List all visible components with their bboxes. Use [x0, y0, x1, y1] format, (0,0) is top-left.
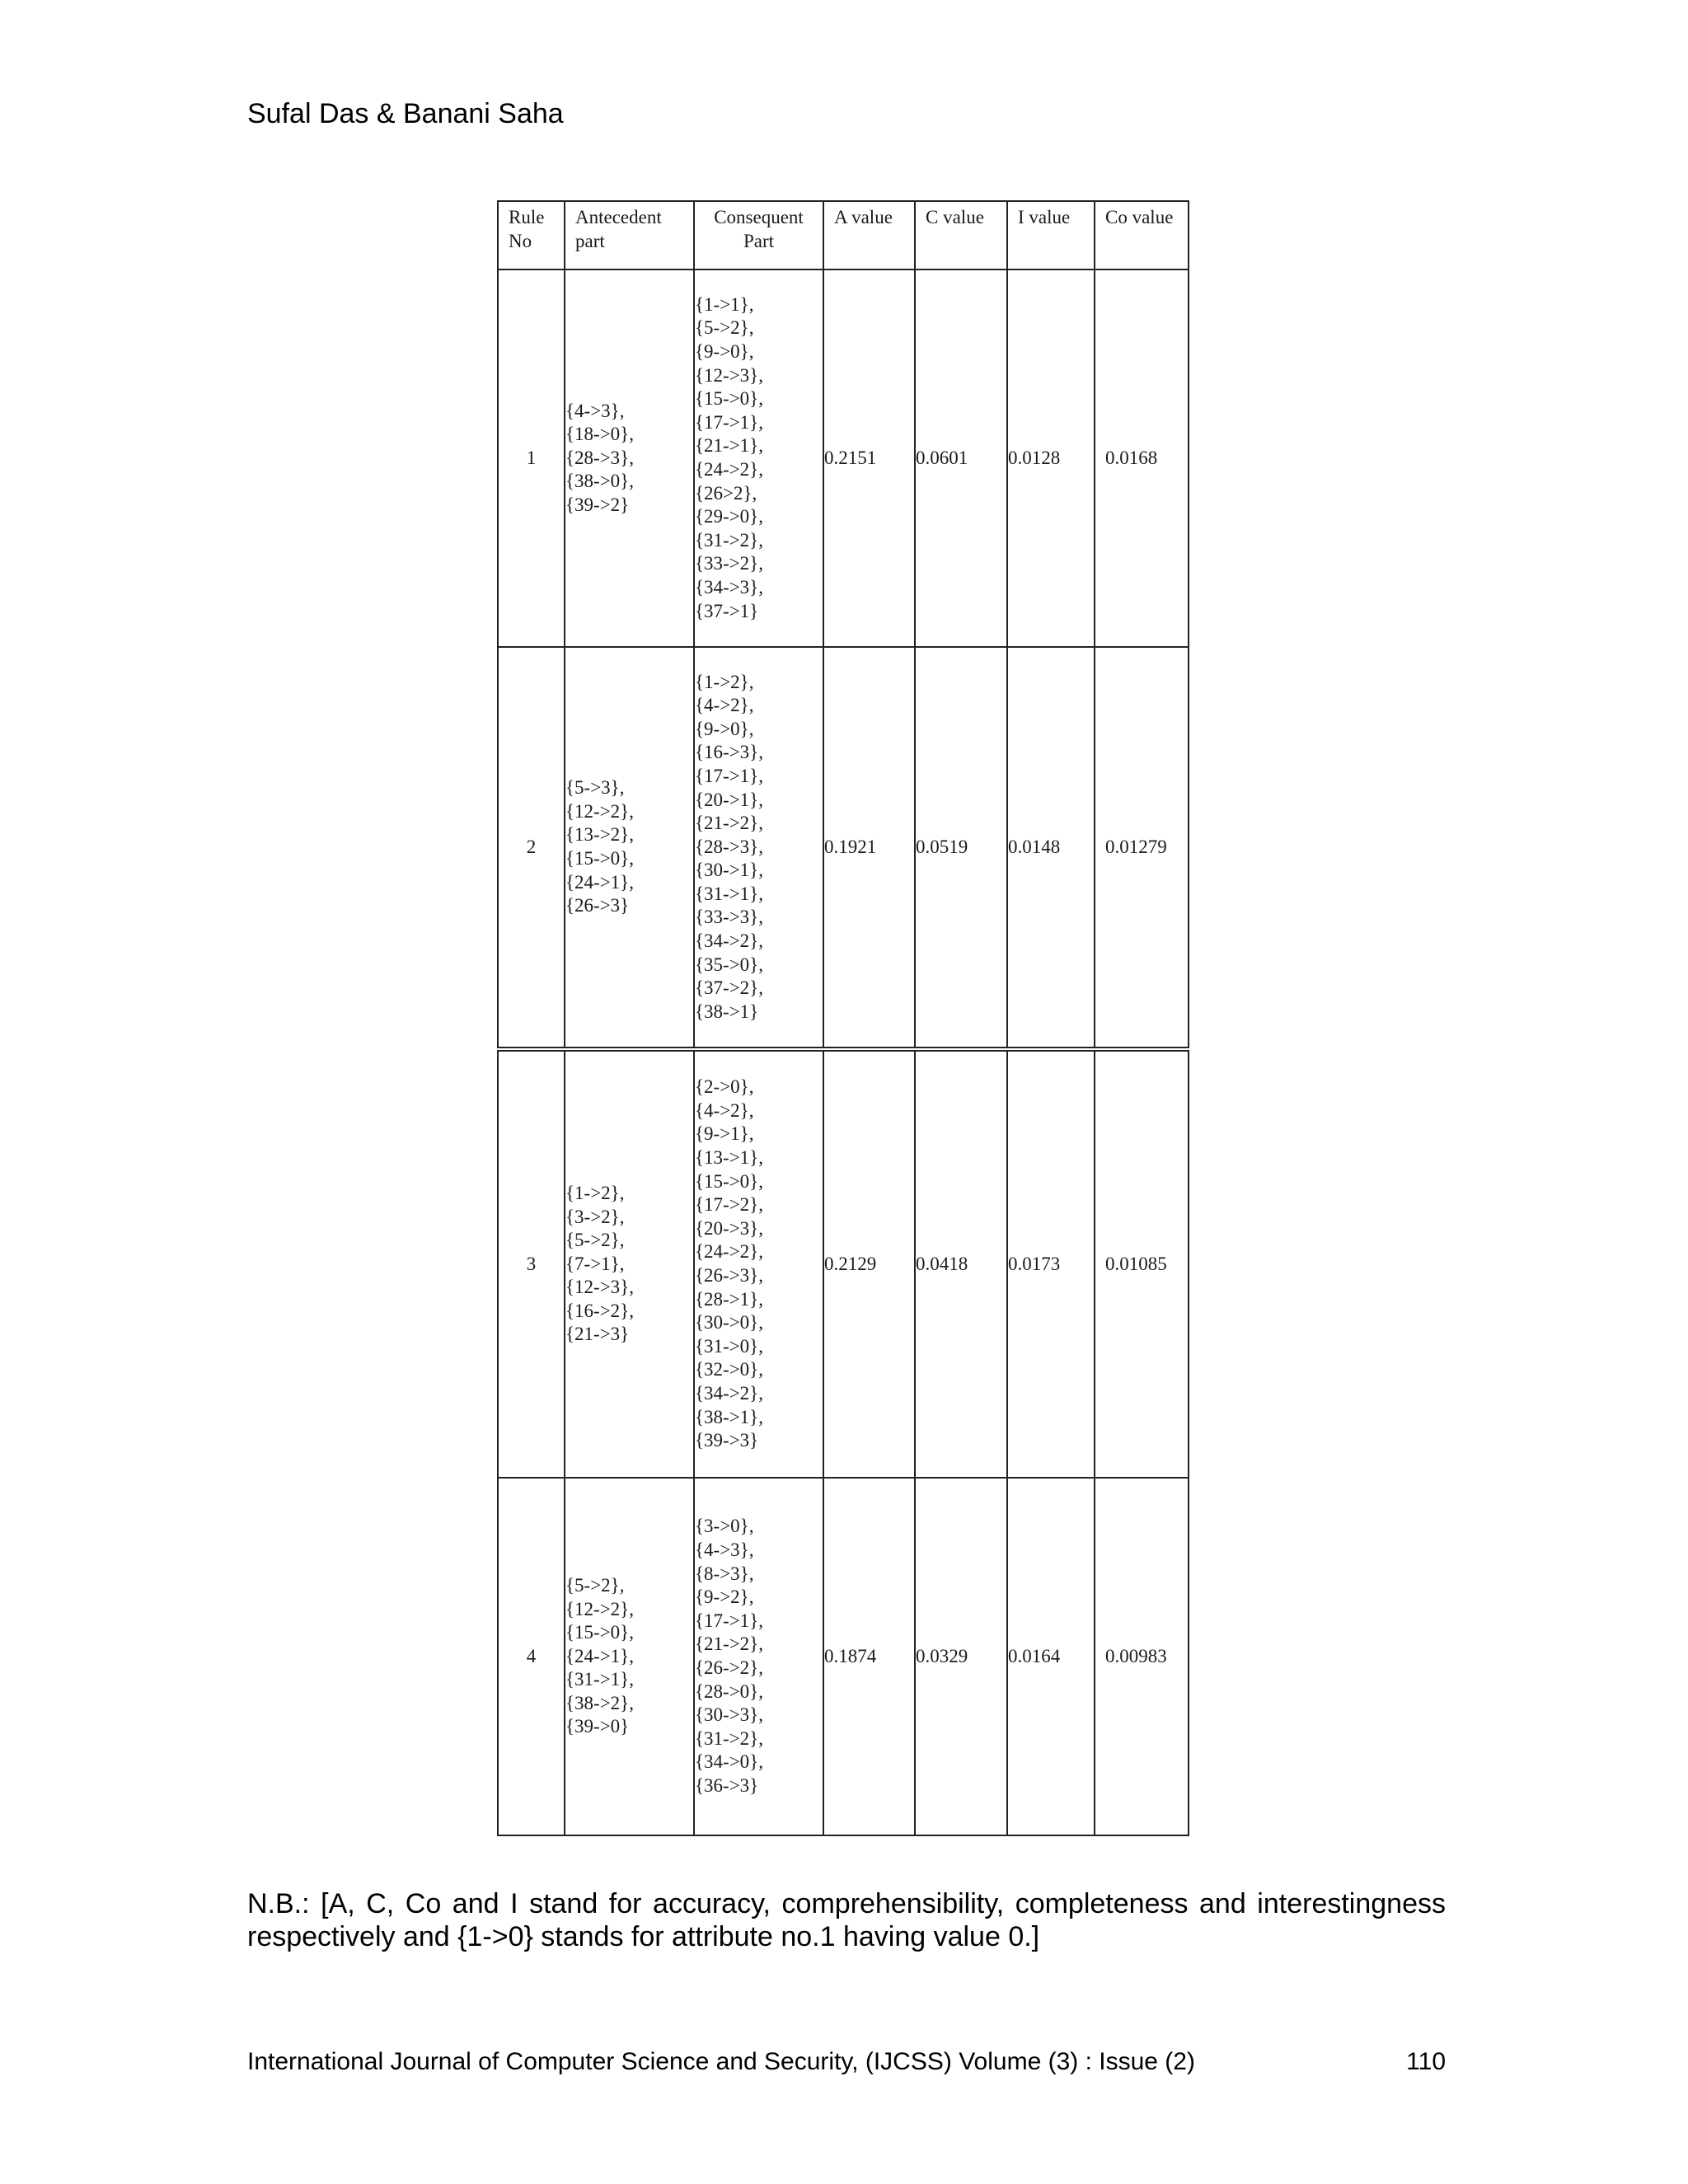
rule-number: 2: [498, 647, 565, 1049]
rule-number: 1: [498, 269, 565, 647]
a-value-cell: 0.1921: [823, 647, 915, 1049]
a-value-cell: 0.2151: [823, 269, 915, 647]
co-value-cell: 0.00983: [1095, 1478, 1189, 1835]
rules-table-container: [497, 200, 1188, 1836]
i-value-cell: 0.0148: [1007, 647, 1095, 1049]
footer-journal: International Journal of Computer Science and Security, (IJCSS) Volume (3) : Issue (2): [247, 2048, 1195, 2075]
table-row-rule-1: [498, 269, 1189, 647]
rule-number: 4: [498, 1478, 565, 1835]
a-value-cell: 0.1874: [823, 1478, 915, 1835]
table-footnote: N.B.: [A, C, Co and I stand for accuracy, comprehensibility, completeness and interestingness respectively and {1->0} stands for attribute no.1 having value 0.]: [247, 1888, 1446, 1952]
antecedent-cell: {5->3}, {12->2}, {13->2}, {15->0}, {24->1}, {26->3}: [565, 647, 694, 1049]
consequent-cell: {2->0}, {4->2}, {9->1}, {13->1}, {15->0}, {17->2}, {20->3}, {24->2}, {26->3}, {28->1}, {30->0}, {31->0}, {32->0}, {34->2}, {38->1}, {39->3}: [694, 1049, 823, 1478]
page-number: 110: [1406, 2048, 1446, 2075]
i-value-cell: 0.0128: [1007, 269, 1095, 647]
antecedent-cell: {4->3}, {18->0}, {28->3}, {38->0}, {39->2}: [565, 269, 694, 647]
antecedent-cell: {5->2}, {12->2}, {15->0}, {24->1}, {31->1}, {38->2}, {39->0}: [565, 1478, 694, 1835]
c-value-cell: 0.0519: [915, 647, 1007, 1049]
co-value-cell: 0.0168: [1095, 269, 1189, 647]
table-row-rule-4: [498, 1478, 1189, 1835]
a-value-cell: 0.2129: [823, 1049, 915, 1478]
c-value-cell: 0.0601: [915, 269, 1007, 647]
i-value-cell: 0.0173: [1007, 1049, 1095, 1478]
co-value-cell: 0.01279: [1095, 647, 1189, 1049]
header-co-value: Co value: [1095, 201, 1189, 269]
rule-number: 3: [498, 1049, 565, 1478]
co-value-cell: 0.01085: [1095, 1049, 1189, 1478]
consequent-cell: {3->0}, {4->3}, {8->3}, {9->2}, {17->1}, {21->2}, {26->2}, {28->0}, {30->3}, {31->2}, {34->0}, {36->3}: [694, 1478, 823, 1835]
header-a-value: A value: [823, 201, 915, 269]
i-value-cell: 0.0164: [1007, 1478, 1095, 1835]
consequent-cell: {1->2}, {4->2}, {9->0}, {16->3}, {17->1}, {20->1}, {21->2}, {28->3}, {30->1}, {31->1}, {33->3}, {34->2}, {35->0}, {37->2}, {38->1}: [694, 647, 823, 1049]
running-head-authors: Sufal Das & Banani Saha: [247, 98, 564, 129]
table-row-rule-3: [498, 1049, 1189, 1478]
consequent-cell: {1->1}, {5->2}, {9->0}, {12->3}, {15->0}, {17->1}, {21->1}, {24->2}, {26>2}, {29->0}, {31->2}, {33->2}, {34->3}, {37->1}: [694, 269, 823, 647]
page-footer: [247, 2047, 1446, 2077]
header-i-value: I value: [1007, 201, 1095, 269]
antecedent-cell: {1->2}, {3->2}, {5->2}, {7->1}, {12->3}, {16->2}, {21->3}: [565, 1049, 694, 1478]
c-value-cell: 0.0418: [915, 1049, 1007, 1478]
header-antecedent: Antecedent part: [565, 201, 694, 269]
table-header-row: [498, 201, 1189, 269]
header-c-value: C value: [915, 201, 1007, 269]
header-consequent: Consequent Part: [694, 201, 823, 269]
table-row-rule-2: [498, 647, 1189, 1049]
header-rule-no: Rule No: [498, 201, 565, 269]
c-value-cell: 0.0329: [915, 1478, 1007, 1835]
rules-table: [497, 200, 1189, 1836]
